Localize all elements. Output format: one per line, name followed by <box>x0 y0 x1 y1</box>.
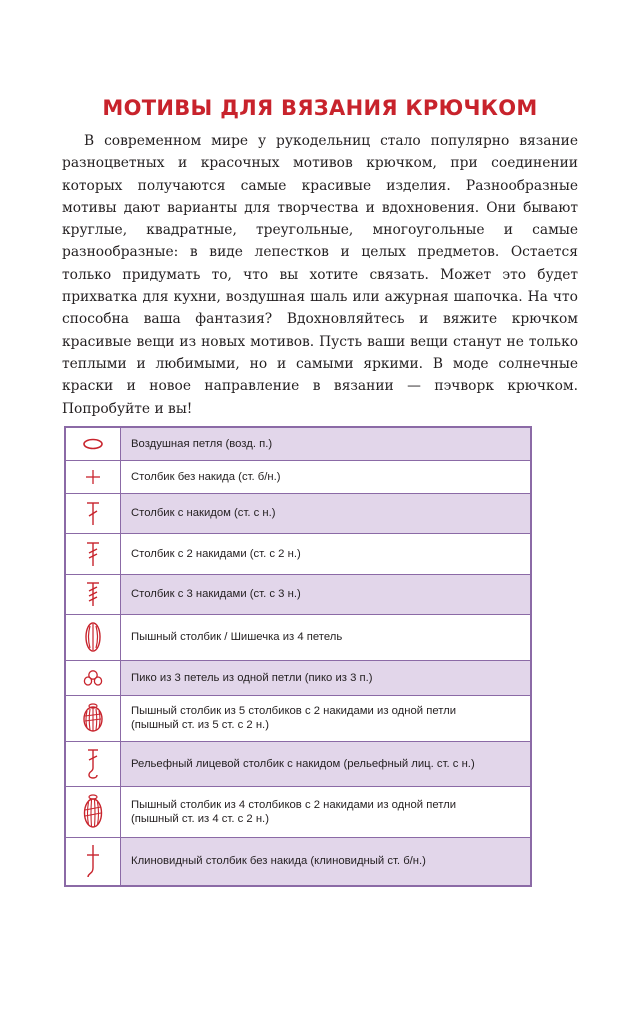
legend-label: Пышный столбик из 5 столбиков с 2 накидами из одной петли <box>131 705 457 717</box>
puff-stitch-icon <box>78 619 108 655</box>
legend-label: Столбик с накидом (ст. с н.) <box>131 507 276 519</box>
legend-row <box>65 493 531 533</box>
legend-label-abbrev: (пышный ст. из 4 ст. с 2 н.) <box>131 812 269 825</box>
legend-row <box>65 574 531 614</box>
legend-row <box>65 460 531 493</box>
legend-description <box>121 660 532 695</box>
treble-crochet-icon <box>78 539 108 569</box>
legend-symbol-cell <box>65 574 121 614</box>
legend-row <box>65 427 531 460</box>
legend-description <box>121 614 532 660</box>
legend-symbol-cell <box>65 786 121 837</box>
legend-description <box>121 695 532 741</box>
legend-row <box>65 786 531 837</box>
legend-row <box>65 837 531 886</box>
double-treble-crochet-icon <box>78 579 108 609</box>
legend-description <box>121 837 532 886</box>
legend-symbol-cell <box>65 614 121 660</box>
legend-description <box>121 493 532 533</box>
legend-row <box>65 741 531 786</box>
spike-sc-icon <box>78 842 108 880</box>
front-post-dc-icon <box>78 746 108 782</box>
legend-description <box>121 427 532 460</box>
single-crochet-icon <box>78 466 108 488</box>
legend-label: Пышный столбик / Шишечка из 4 петель <box>131 631 343 643</box>
legend-label: Рельефный лицевой столбик с накидом (рельефный лиц. ст. с н.) <box>131 757 475 770</box>
intro-paragraph: В современном мире у рукодельниц стало популярно вязание разноцветных и красочных мотивов крючком, при соединении которых получаются самые красивые изделия. Разнообразные мотивы дают варианты для творчества и вдохновения. Они бывают круглые, квадратные, треугольные, многоугольные и самые разнообразные: в виде лепестков и целых предметов. Остается только придумать то, что вы хотите связать. Может это будет прихватка для кухни, воздушная шаль или ажурная шапочка. На что способна ваша фантазия? Вдохновляйтесь и вяжите крючком красивые вещи из новых мотивов. Пусть ваши вещи станут не только теплыми и любимыми, но и самыми яркими. В моде солнечные краски и новое направление в вязании — пэчворк крючком. Попробуйте и вы! <box>62 133 578 417</box>
legend-label: Воздушная петля (возд. п.) <box>131 437 273 450</box>
legend-row <box>65 695 531 741</box>
bobble-4-icon <box>78 792 108 832</box>
legend-description <box>121 574 532 614</box>
legend-description <box>121 460 532 493</box>
page-title: МОТИВЫ ДЛЯ ВЯЗАНИЯ КРЮЧКОМ <box>102 96 538 120</box>
legend-row <box>65 660 531 695</box>
legend-symbol-cell <box>65 533 121 574</box>
legend-label: Столбик с 3 накидами (ст. с 3 н.) <box>131 588 301 600</box>
legend-description <box>121 786 532 837</box>
legend-symbol-cell <box>65 837 121 886</box>
legend-label: Пышный столбик из 4 столбиков с 2 накидами из одной петли <box>131 798 457 811</box>
legend-row <box>65 614 531 660</box>
legend-symbol-cell <box>65 427 121 460</box>
legend-label: Пико из 3 петель из одной петли (пико из 3 п.) <box>131 671 373 684</box>
bobble-5-icon <box>78 701 108 735</box>
symbol-legend-table <box>64 426 532 887</box>
legend-label: Клиновидный столбик без накида (клиновидный ст. б/н.) <box>131 855 426 868</box>
legend-symbol-cell <box>65 460 121 493</box>
legend-symbol-cell <box>65 741 121 786</box>
legend-symbol-cell <box>65 695 121 741</box>
picot-icon <box>78 667 108 689</box>
legend-label: Столбик с 2 накидами (ст. с 2 н.) <box>131 547 301 560</box>
legend-label: Столбик без накида (ст. б/н.) <box>131 470 281 483</box>
double-crochet-icon <box>78 498 108 528</box>
legend-row <box>65 533 531 574</box>
legend-symbol-cell <box>65 493 121 533</box>
legend-label-abbrev: (пышный ст. из 5 ст. с 2 н.) <box>131 719 269 731</box>
legend-description <box>121 533 532 574</box>
chain-stitch-icon <box>78 434 108 454</box>
legend-symbol-cell <box>65 660 121 695</box>
legend-description <box>121 741 532 786</box>
